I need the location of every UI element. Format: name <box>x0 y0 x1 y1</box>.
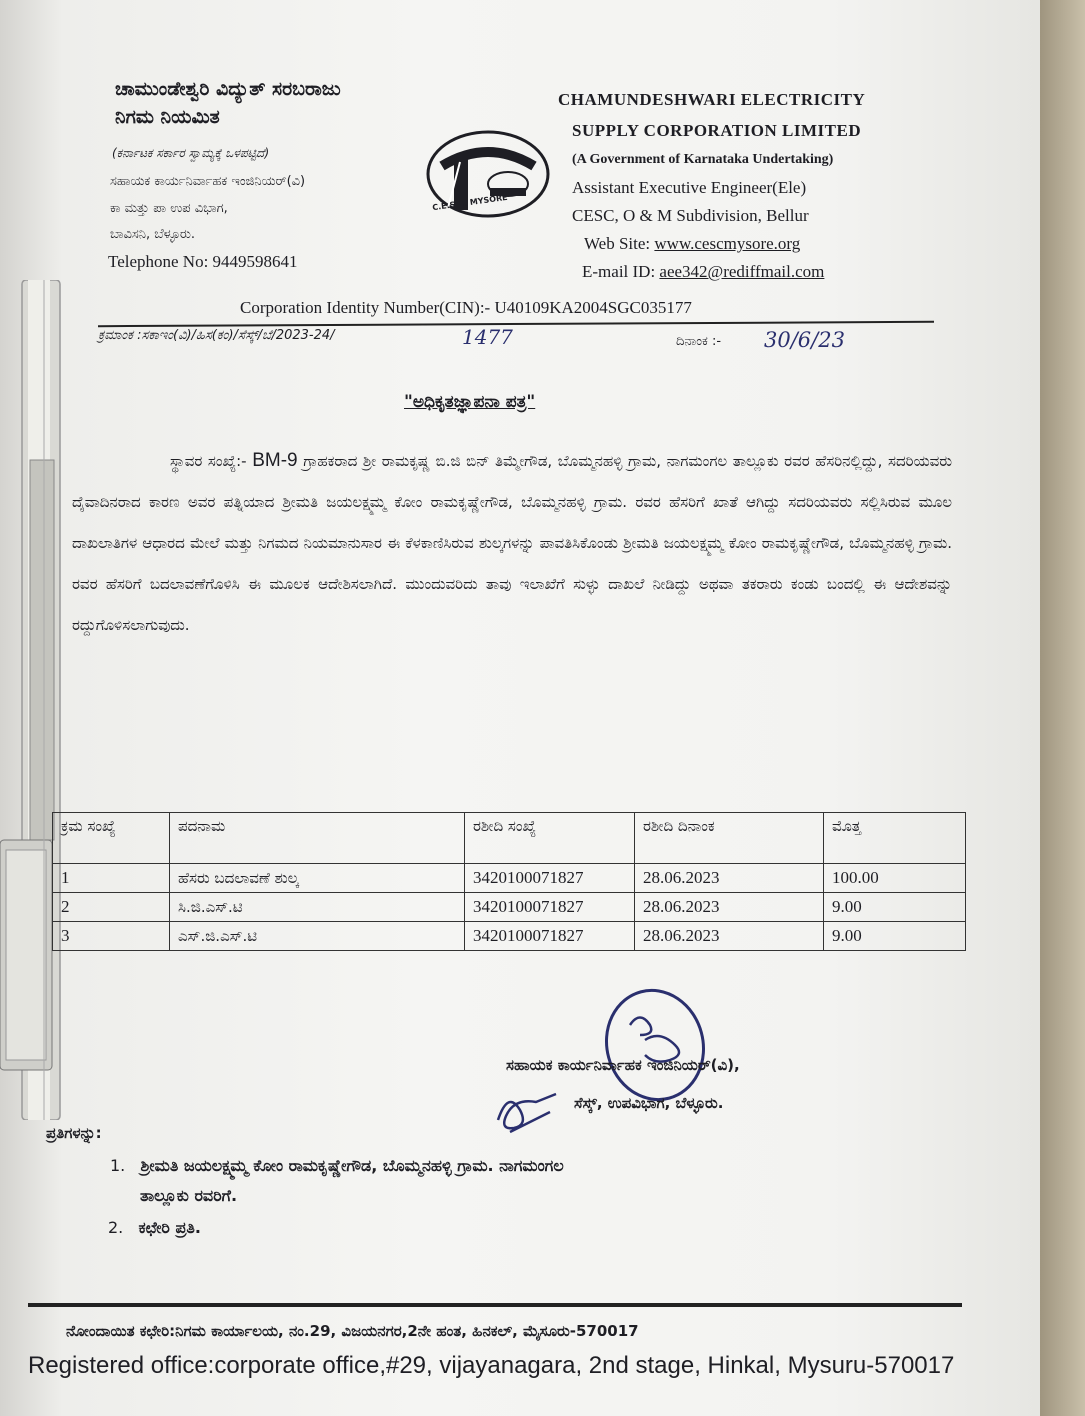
copy-item-text: ಕಛೇರಿ ಪ್ರತಿ. <box>138 1218 201 1237</box>
copy-item-1 <box>110 1156 564 1176</box>
installation-number: BM-9 <box>252 450 298 471</box>
copy-item-2 <box>108 1218 201 1238</box>
cell-amount: 9.00 <box>824 922 966 951</box>
date-label: ದಿನಾಂಕ :- <box>676 334 722 349</box>
reference-number: ಕ್ರಮಾಂಕ :ಸಕಾಇಂ(ವಿ)/ಹಿಸ(ಕಂ)/ಸೆಸ್ಕ್/ಬೆ/2023-24/ <box>98 328 335 343</box>
email-link[interactable]: aee342@rediffmail.com <box>659 262 825 281</box>
kn-town: ಬಾವಿಸನಿ, ಬೆಳ್ಳೂರು. <box>110 227 195 242</box>
copy-item-1-cont: ತಾಲ್ಲೂಕು ರವರಿಗೆ. <box>140 1186 238 1205</box>
kn-company-name-line2: ನಿಗಮ ನಿಯಮಿತ <box>115 106 220 128</box>
kn-govt-undertaking: (ಕರ್ನಾಟಕ ಸರ್ಕಾರ ಸ್ವಾಮ್ಯಕ್ಕೆ ಒಳಪಟ್ಟಿದೆ) <box>112 146 270 160</box>
date-handwritten: 30/6/23 <box>764 328 845 352</box>
cell-receipt-date: 28.06.2023 <box>635 893 824 922</box>
en-designation: Assistant Executive Engineer(Ele) <box>572 178 807 197</box>
cell-amount: 9.00 <box>824 893 966 922</box>
desk-background <box>1040 0 1085 1416</box>
table-header-row <box>53 813 966 864</box>
reference-handwritten: 1477 <box>462 325 513 349</box>
cell-description: ಹೆಸರು ಬದಲಾವಣೆ ಶುಲ್ಕ <box>170 864 465 893</box>
website-label: Web Site: <box>584 234 651 253</box>
kn-designation: ಸಹಾಯಕ ಕಾರ್ಯನಿರ್ವಾಹಕ ಇಂಜಿನಿಯರ್(ವಿ) <box>110 174 306 189</box>
cell-serial: 1 <box>53 864 170 893</box>
file-clip <box>0 280 80 1120</box>
office-stamp <box>600 985 710 1105</box>
kn-subdivision: ಕಾ ಮತ್ತು ಪಾ ಉಪ ವಿಭಾಗ, <box>110 201 228 216</box>
cell-receipt-no: 3420100071827 <box>465 893 635 922</box>
email-label: E-mail ID: <box>582 262 656 281</box>
en-company-name-line1: CHAMUNDESHWARI ELECTRICITY <box>558 90 866 109</box>
order-body <box>72 440 952 646</box>
cell-description: ಎಸ್.ಜಿ.ಎಸ್.ಟಿ <box>170 922 465 951</box>
kn-company-name-line1: ಚಾಮುಂಡೇಶ್ವರಿ ವಿದ್ಯುತ್ ಸರಬರಾಜು <box>115 78 341 100</box>
cell-description: ಸಿ.ಜಿ.ಎಸ್.ಟಿ <box>170 893 465 922</box>
installation-label: ಸ್ಥಾವರ ಸಂಖ್ಯೆ:- <box>170 452 247 470</box>
copy-item-num: 1. <box>110 1156 126 1175</box>
cell-receipt-no: 3420100071827 <box>465 864 635 893</box>
cell-amount: 100.00 <box>824 864 966 893</box>
footer-kn-address: ನೋಂದಾಯಿತ ಕಛೇರಿ:ನಿಗಮ ಕಾರ್ಯಾಲಯ, ನಂ.29, ವಿಜಯನಗರ,2ನೇ ಹಂತ, ಹಿನಕಲ್, ಮೈಸೂರು-570017 <box>66 1322 639 1340</box>
cell-receipt-date: 28.06.2023 <box>635 922 824 951</box>
cell-receipt-no: 3420100071827 <box>465 922 635 951</box>
order-paragraph: ಗ್ರಾಹಕರಾದ ಶ್ರೀ ರಾಮಕೃಷ್ಣ ಬಿ.ಜಿ ಬಿನ್ ತಿಮ್ಮೇಗೌಡ, ಬೊಮ್ಮನಹಳ್ಳಿ ಗ್ರಾಮ, ನಾಗಮಂಗಲ ತಾಲ್ಲೂಕು ರವರ ಹೆಸರಿನಲ್ಲಿದ್ದು, ಸದರಿಯವರು ದೈವಾದಿನರಾದ ಕಾರಣ ಅವರ ಪತ್ನಿಯಾದ ಶ್ರೀಮತಿ ಜಯಲಕ್ಷ್ಮಮ್ಮ ಕೋಂ ರಾಮಕೃಷ್ಣೇಗೌಡ, ಬೊಮ್ಮನಹಳ್ಳಿ ಗ್ರಾಮ. ರವರ ಹೆಸರಿಗೆ ಖಾತೆ ಆಗಿದ್ದು ಸದರಿಯವರು ಸಲ್ಲಿಸಿರುವ ಮೂಲ ದಾಖಲಾತಿಗಳ ಆಧಾರದ ಮೇಲೆ ಮತ್ತು ನಿಗಮದ ನಿಯಮಾನುಸಾರ ಈ ಕೆಳಕಾಣಿಸಿರುವ ಶುಲ್ಕಗಳನ್ನು ಪಾವತಿಸಿಕೊಂಡು ಶ್ರೀಮತಿ ಜಯಲಕ್ಷ್ಮಮ್ಮ ಕೋಂ ರಾಮಕೃಷ್ಣೇಗೌಡ, ಬೊಮ್ಮನಹಳ್ಳಿ ಗ್ರಾಮ. ರವರ ಹೆಸರಿಗೆ ಬದಲಾವಣೆಗೊಳಿಸಿ ಈ ಮೂಲಕ ಆದೇಶಿಸಲಾಗಿದೆ. ಮುಂದುವರಿದು ತಾವು ಇಲಾಖೆಗೆ ಸುಳ್ಳು ದಾಖಲೆ ನೀಡಿದ್ದು ಅಥವಾ ತಕರಾರು ಕಂಡು ಬಂದಲ್ಲಿ ಈ ಆದೇಶವನ್ನು ರದ್ದುಗೊಳಿಸಲಾಗುವುದು. <box>72 452 952 634</box>
copy-item-text: ಶ್ರೀಮತಿ ಜಯಲಕ್ಷ್ಮಮ್ಮ ಕೋಂ ರಾಮಕೃಷ್ಣೇಗೌಡ, ಬೊಮ್ಮನಹಳ್ಳಿ ಗ್ರಾಮ. ನಾಗಮಂಗಲ <box>140 1156 564 1175</box>
copies-label: ಪ್ರತಿಗಳನ್ನು: <box>46 1124 102 1142</box>
cell-receipt-date: 28.06.2023 <box>635 864 824 893</box>
handwritten-signature <box>490 1080 570 1140</box>
table-row <box>53 864 966 893</box>
col-description-header: ಪದನಾಮ <box>170 813 465 864</box>
col-receipt-no-header: ರಶೀದಿ ಸಂಖ್ಯೆ <box>465 813 635 864</box>
telephone: Telephone No: 9449598641 <box>108 252 298 271</box>
col-amount-header: ಮೊತ್ತ <box>824 813 966 864</box>
signatory-office: ಸೆಸ್ಕ್, ಉಪವಿಭಾಗ, ಬೆಳ್ಳೂರು. <box>574 1094 724 1112</box>
cin-number: Corporation Identity Number(CIN):- U40109KA2004SGC035177 <box>240 298 692 317</box>
cell-serial: 2 <box>53 893 170 922</box>
col-serial-header: ಕ್ರಮ ಸಂಖ್ಯೆ <box>53 813 170 864</box>
en-govt-undertaking: (A Government of Karnataka Undertaking) <box>572 152 834 167</box>
fee-table <box>52 812 966 951</box>
en-company-name-line2: SUPPLY CORPORATION LIMITED <box>572 121 862 140</box>
cell-serial: 3 <box>53 922 170 951</box>
en-subdivision: CESC, O & M Subdivision, Bellur <box>572 206 809 225</box>
signatory-designation: ಸಹಾಯಕ ಕಾರ್ಯನಿರ್ವಾಹಕ ಇಂಜಿನಿಯರ್(ವಿ), <box>506 1056 740 1074</box>
copy-item-num: 2. <box>108 1218 124 1237</box>
table-row <box>53 922 966 951</box>
website-link[interactable]: www.cescmysore.org <box>654 234 801 253</box>
subject-title: "ಅಧಿಕೃತಜ್ಞಾಪನಾ ಪತ್ರ" <box>404 392 536 412</box>
footer-rule <box>28 1303 962 1307</box>
table-row <box>53 893 966 922</box>
logo-caption: C.E.S.C. MYSORE <box>431 192 509 213</box>
col-receipt-date-header: ರಶೀದಿ ದಿನಾಂಕ <box>635 813 824 864</box>
footer-en-address: Registered office:corporate office,#29, vijayanagara, 2nd stage, Hinkal, Mysuru-570017 <box>28 1352 955 1379</box>
